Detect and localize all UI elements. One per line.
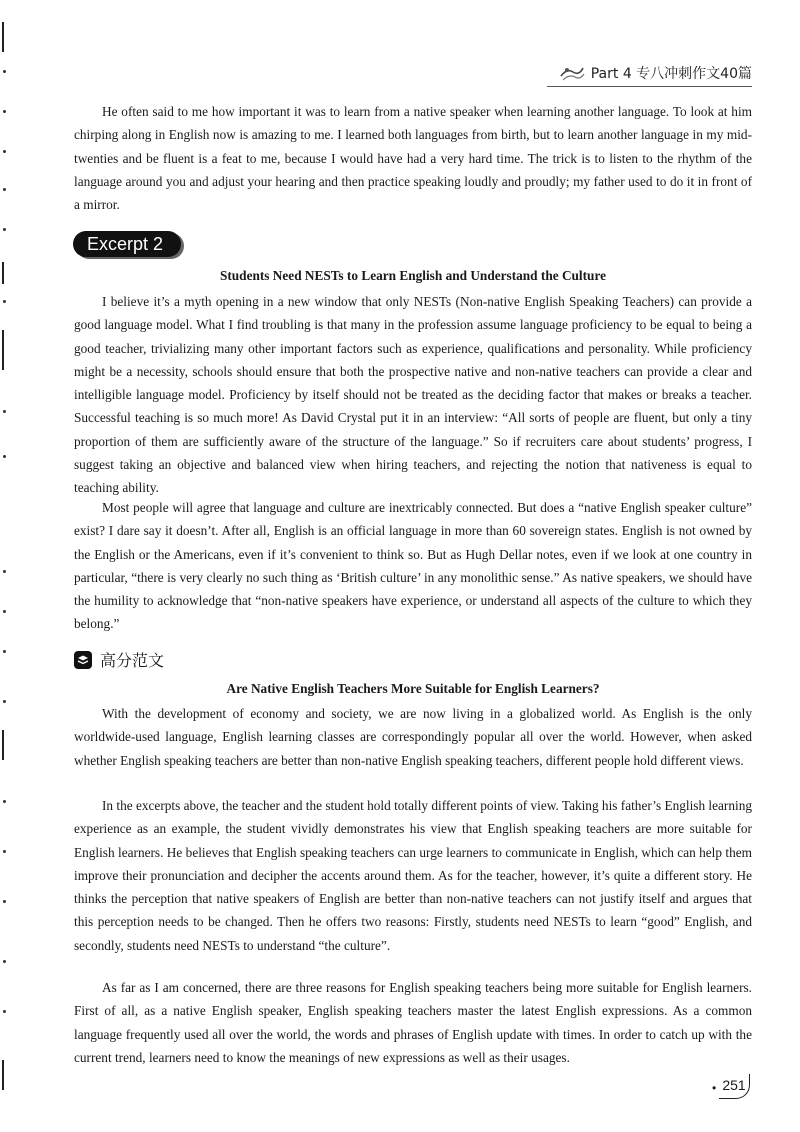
excerpt1-tail-paragraph: He often said to me how important it was to learn from a native speaker when learning another language. To look at him chirping along in English now is amazing to me. I learned both languages from birth, but to learn another language in my mid-twenties and be fluent is a feat to me, because I would have had a very hard time. The trick is to listen to the rhythm of the language around you and adjust your hearing and then practice speaking loudly and proudly; my father used to do it in front of a mirror. bbox=[74, 104, 752, 213]
series-logo-icon bbox=[559, 62, 585, 84]
excerpt2-paragraph: Most people will agree that language and culture are inextricably connected. But does a “native English speaker culture” exist? I dare say it doesn’t. After all, English is an official language in more than 60 sovereign states. English is not owned by the English or the Americans, even if it’s convenient to think so. But as Hugh Dellar notes, even if we look at one country in particular, “there is very clearly no such thing as ‘British culture’ in any monolithic sense.” As native speakers, we should have the humility to acknowledge that “non-native speakers have experience, or understand all aspects of the culture to which they belong.” bbox=[74, 500, 752, 632]
model-essay-heading-label: 高分范文 bbox=[100, 651, 165, 670]
excerpt2-title: Students Need NESTs to Learn English and Understand the Culture bbox=[219, 268, 607, 283]
model-essay-title: Are Native English Teachers More Suitable for English Learners? bbox=[226, 681, 600, 696]
header-rule bbox=[547, 86, 752, 87]
page-number: • 251 bbox=[719, 1074, 750, 1099]
model-essay-paragraph: With the development of economy and society, we are now living in a globalized world. As English is the only worldwide-used language, English learning classes are correspondingly popular all over the world. However, when asked whether English speaking teachers are better than non-native English speaking teachers, different people hold different views. bbox=[74, 706, 752, 768]
binding-margin-marks bbox=[0, 0, 14, 1132]
header-text: Part 4 专八冲刺作文40篇 bbox=[590, 66, 752, 82]
running-header bbox=[559, 62, 752, 84]
model-essay-paragraph: In the excerpts above, the teacher and the student hold totally different points of view. Taking his father’s English learning experience as an example, the student vividly demonstrates his view that English speaking teachers are more suitable for English learners. He believes that English speaking teachers can urge learners to communicate in English, which can help them improve their pronunciation and decipher the accents around them. As for the teacher, however, it’s quite a different story. He thinks the perception that native speakers of English are better than non-native teachers can not justify itself and argues that this perception needs to be changed. Then he offers two reasons: Firstly, students need NESTs to learn “good” English, and secondly, students need NESTs to understand “the culture”. bbox=[74, 798, 752, 953]
excerpt2-paragraph: I believe it’s a myth opening in a new window that only NESTs (Non-native English Speaking Teachers) can provide a good language model. What I find troubling is that many in the profession assume language proficiency to be equal to being a good teacher, trivializing many other important factors such as experience, qualifications and personality. While proficiency might be a necessity, schools should ensure that both the prospective native and non-native teachers can provide a clear and intelligible language model. Proficiency by itself should not be treated as the deciding factor that makes or breaks a teacher. Successful teaching is so much more! As David Crystal put it in an interview: “All sorts of people are fluent, but only a tiny proportion of them are sufficiently aware of the structure of the language.” So if recruiters care about students’ progress, I suggest taking an objective and balanced view when hiring teachers, and rejecting the notion that nativeness is equal to teaching ability. bbox=[74, 294, 752, 496]
excerpt2-badge: Excerpt 2 bbox=[73, 231, 181, 257]
model-essay-heading bbox=[74, 648, 164, 671]
model-essay-paragraph: As far as I am concerned, there are three reasons for English speaking teachers being more suitable for English learners. First of all, as a native English speaker, English speaking teachers master the latest English expressions. As a common language frequently used all over the world, the words and phrases of English update with times. In order to catch up with the current trend, learners need to know the meanings of new expressions as well as their usages. bbox=[74, 980, 752, 1065]
stacked-layers-icon bbox=[74, 651, 92, 669]
